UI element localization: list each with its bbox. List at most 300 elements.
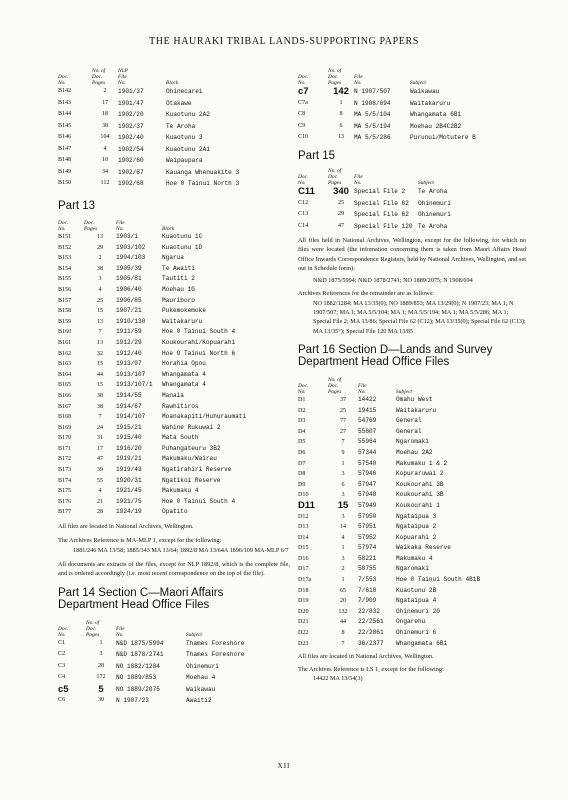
cell-doc-no: B145 <box>58 122 72 129</box>
page-folio: XII <box>277 762 291 770</box>
cell-doc-no: B142 <box>58 88 72 94</box>
table-part13 <box>58 216 270 518</box>
cell-doc-no: B177 <box>58 509 72 516</box>
cell-file-no: 1914/55 <box>116 391 142 399</box>
para-files-held-list: N&D 1875/5994; N&D 1878/2741; NO 1889/2075; N 1908/694 <box>313 277 473 285</box>
cell-file-no: 1904/103 <box>116 254 146 262</box>
cell-doc-no: B147 <box>58 145 72 152</box>
cell-file-no: 57974 <box>358 544 377 552</box>
col-file: File No. <box>354 174 363 186</box>
cell-subject: Ngatirahiri Reserve <box>162 466 232 474</box>
cell-pages: 44 <box>96 371 104 378</box>
cell-subject: Waitakaruru <box>162 317 203 325</box>
cell-subject: Opatito <box>162 508 188 516</box>
table-row <box>298 501 518 512</box>
cell-doc-no: D19 <box>298 598 309 605</box>
cell-pages: 3 <box>99 651 103 658</box>
col-doc-no: Doc. No. <box>58 625 69 638</box>
cell-subject: Pukemokemoke <box>162 307 206 315</box>
cell-file-no: 19415 <box>358 406 377 414</box>
cell-pages: 172 <box>96 674 106 681</box>
cell-pages: 38 <box>96 392 104 399</box>
table-row <box>298 607 518 618</box>
cell-pages: 17 <box>96 445 104 452</box>
cell-subject: Waipaupara <box>166 157 203 164</box>
table-row <box>58 391 270 402</box>
table-row <box>58 144 270 156</box>
table-row <box>58 465 270 476</box>
cell-pages: 77 <box>339 418 347 425</box>
table-row <box>58 132 270 144</box>
cell-doc-no: c7 <box>298 86 309 97</box>
cell-doc-no: C8 <box>298 111 306 117</box>
cell-pages: 17 <box>101 99 109 106</box>
cell-pages: 18 <box>101 111 109 117</box>
cell-subject: Kuaotunu 2B <box>396 586 437 594</box>
cell-doc-no: B149 <box>58 168 72 175</box>
cell-file-no: 1905/81 <box>116 275 142 283</box>
table-row <box>298 98 518 110</box>
cell-file-no: 57950 <box>358 512 377 520</box>
cell-doc-no: C10 <box>298 134 309 140</box>
para-d-located: All files are located in National Archives, Wellington. <box>298 653 434 661</box>
cell-file-no: 1911/59 <box>116 328 142 336</box>
cell-pages: 6 <box>341 481 345 488</box>
cell-subject: Kuaotunu 1C <box>162 233 203 240</box>
cell-pages: 4 <box>98 488 102 495</box>
table-row <box>58 380 270 391</box>
table-row <box>58 121 270 133</box>
cell-pages: 25 <box>337 199 345 206</box>
table-row <box>298 132 518 144</box>
cell-subject: Makumaku 4 <box>396 554 433 562</box>
cell-doc-no: C3 <box>58 662 66 669</box>
table-row <box>58 317 270 328</box>
cell-subject: Waitakaruru <box>396 406 437 414</box>
cell-file-no: 58221 <box>358 554 377 562</box>
cell-doc-no: D14 <box>298 534 309 541</box>
cell-pages: 13 <box>337 134 345 140</box>
cell-file-no: 1912/29 <box>116 338 142 346</box>
table-row <box>298 198 518 210</box>
col-subject: Subject <box>418 180 434 186</box>
cell-subject: Makumaku/Wairau <box>162 455 217 463</box>
cell-file-no: 1901/47 <box>118 99 144 107</box>
cell-doc-no: D18 <box>298 587 309 594</box>
cell-subject: Kuaotunu 2A1 <box>166 145 210 153</box>
cell-pages: 1 <box>341 577 345 584</box>
cell-pages: 55 <box>96 477 104 484</box>
table-row <box>298 596 518 607</box>
cell-doc-no: B155 <box>58 276 72 283</box>
cell-file-no: 1902/67 <box>118 168 144 176</box>
cell-pages: 32 <box>96 350 104 357</box>
cell-subject: Hoe 0 Tainui South 4B1B <box>396 576 481 584</box>
table-row <box>298 639 518 650</box>
cell-subject: General <box>396 417 422 425</box>
left-column <box>58 64 290 707</box>
cell-file-no: NO 1889/2075 <box>116 685 160 693</box>
cell-file-no: 1902/54 <box>118 145 144 153</box>
cell-pages: 6 <box>339 122 343 129</box>
cell-subject: Thames Foreshore <box>186 651 245 659</box>
cell-subject: Ohinemuri 20 <box>396 607 440 615</box>
col-file: File No. <box>358 382 367 395</box>
col-pages: No. of Doc. Pages <box>328 376 342 395</box>
cell-file-no: N 1908/694 <box>354 99 391 107</box>
table-row <box>58 661 280 673</box>
cell-file-no: 1903/102 <box>116 243 146 251</box>
cell-file-no: 57540 <box>358 459 377 467</box>
cell-doc-no: B176 <box>58 498 72 505</box>
cell-doc-no: B169 <box>58 424 72 431</box>
table-row <box>298 209 518 221</box>
cell-pages: 3 <box>341 555 345 562</box>
table-row <box>298 459 518 470</box>
cell-doc-no: D21 <box>298 619 309 626</box>
cell-file-no: 1915/21 <box>116 423 142 431</box>
cell-doc-no: D11 <box>298 499 315 511</box>
table-part12-tail <box>58 64 270 190</box>
para-archives-remainder: Archives References for the remainder are as follows: <box>298 290 434 298</box>
cell-doc-no: B157 <box>58 297 72 304</box>
cell-pages: 38 <box>96 403 104 410</box>
table-row <box>58 86 270 98</box>
cell-file-no: 1902/37 <box>118 122 144 130</box>
cell-doc-no: B174 <box>58 477 72 484</box>
table-row <box>298 221 518 233</box>
table-row <box>58 476 270 487</box>
cell-subject: Thames Foreshore <box>186 639 245 647</box>
right-column <box>298 64 526 683</box>
cell-subject: Kuaotunu 3 <box>166 134 203 141</box>
cell-subject: Makumaku 1 & 2 <box>396 459 448 467</box>
cell-doc-no: B162 <box>58 350 72 357</box>
cell-doc-no: B172 <box>58 456 72 463</box>
cell-subject: Koukourahi 3B <box>396 480 444 488</box>
cell-subject: Waikawau <box>186 685 216 693</box>
table-row <box>298 543 518 554</box>
part13-heading: Part 13 <box>58 199 96 212</box>
cell-subject: Moehau 4 <box>186 674 216 682</box>
table-row <box>298 416 518 427</box>
table-row <box>58 243 270 254</box>
cell-subject: Ngatikoi Reserve <box>162 476 221 484</box>
cell-pages: 37 <box>339 396 347 403</box>
cell-file-no: 36/2377 <box>358 639 384 647</box>
table-row <box>298 512 518 523</box>
table-row <box>58 433 270 444</box>
cell-doc-no: D17a <box>298 577 312 584</box>
cell-file-no: NO 1889/853 <box>116 674 157 682</box>
cell-pages: 44 <box>339 619 347 626</box>
table-row <box>298 427 518 438</box>
table-row <box>298 522 518 533</box>
cell-file-no: 7/909 <box>358 597 377 605</box>
cell-pages: 1 <box>99 639 103 646</box>
table-row <box>58 338 270 349</box>
table-row <box>58 507 270 518</box>
cell-doc-no: C7a <box>298 99 308 106</box>
cell-pages: 27 <box>339 428 347 435</box>
cell-subject: Te Awaiti <box>162 264 195 272</box>
cell-subject: Moehau 2B4C2B2 <box>410 122 462 130</box>
cell-pages: 15 <box>96 361 104 368</box>
cell-pages: 132 <box>338 608 348 615</box>
cell-pages: 28 <box>97 662 105 669</box>
cell-pages: 30 <box>97 697 105 704</box>
cell-pages: 47 <box>337 222 345 229</box>
cell-pages: 65 <box>339 587 347 594</box>
cell-doc-no: D8 <box>298 471 306 478</box>
part16-heading: Part 16 Section D—Lands and Survey Department Head Office Files <box>298 343 493 369</box>
cell-file-no: 22/832 <box>358 607 380 615</box>
para-archives-list: 1881/246 MA 13/58; 1885/343 MA 13/64; 1892/8 MA 13/64A 1896/109 MA-MLP 6/7 <box>73 546 289 554</box>
para-d-archives: The Archives Reference is LS 1, except for the following: <box>298 665 444 673</box>
cell-subject: Ngaromaki <box>396 438 429 446</box>
cell-doc-no: C9 <box>298 122 306 129</box>
cell-doc-no: D6 <box>298 449 306 456</box>
cell-pages: 104 <box>100 134 110 140</box>
col-file: File No. <box>116 220 125 232</box>
cell-file-no: 1905/39 <box>116 264 142 272</box>
para-d-archives-list: 14422 MA 13/54(3) <box>313 674 363 682</box>
table-row <box>298 490 518 501</box>
cell-pages: 38 <box>96 265 104 272</box>
cell-subject: Koukourahi 3B <box>396 491 444 499</box>
cell-pages: 3 <box>98 276 102 283</box>
cell-doc-no: D15 <box>298 545 309 552</box>
cell-doc-no: c5 <box>58 683 69 695</box>
cell-pages: 2 <box>103 88 107 94</box>
cell-subject: Kopuarahi 2 <box>396 533 437 541</box>
col-subject: Subject <box>410 80 426 86</box>
cell-subject: Otakawe <box>166 99 192 107</box>
running-header: THE HAURAKI TRIBAL LANDS-SUPPORTING PAPERS <box>149 36 419 47</box>
cell-pages: 34 <box>101 168 109 175</box>
cell-pages: 1 <box>341 545 345 552</box>
cell-doc-no: B152 <box>58 244 72 251</box>
cell-file-no: 1906/85 <box>116 296 142 304</box>
table-row <box>58 285 270 296</box>
table-row <box>58 695 280 707</box>
table-row <box>58 402 270 413</box>
cell-subject: Ohinemuri 6 <box>396 629 437 637</box>
cell-subject: Ongarehu <box>396 618 426 626</box>
para-archives-ref: The Archives Reference is MA-MLP 1, except for the following: <box>58 537 222 545</box>
cell-file-no: 1907/21 <box>116 307 142 315</box>
cell-pages: 13 <box>96 318 104 325</box>
cell-subject: Koukourahi/Kopuarahi <box>162 338 236 346</box>
cell-pages: 1 <box>339 99 343 106</box>
cell-doc-no: D12 <box>298 513 309 520</box>
cell-file-no: 1902/40 <box>118 134 144 141</box>
col-block: Block <box>166 80 179 86</box>
part15-heading: Part 15 <box>298 149 336 162</box>
cell-file-no: 55964 <box>358 438 377 446</box>
cell-subject: General <box>396 427 422 435</box>
cell-pages: 2 <box>341 566 345 573</box>
col-file: File No. <box>116 625 125 638</box>
cell-file-no: 1901/37 <box>118 88 144 95</box>
cell-file-no: 1913/97 <box>116 360 142 368</box>
cell-pages: 29 <box>96 244 104 251</box>
cell-doc-no: B165 <box>58 382 72 389</box>
para-extracts: All documents are extracts of the files, except for NLP 1892/8, which is the complete file, and is ordered accordingly (i.e. most recent correspondence on the top of the file). <box>58 560 290 578</box>
cell-subject: Ngataipua 2 <box>396 523 437 531</box>
cell-file-no: 57946 <box>358 470 377 478</box>
cell-doc-no: B158 <box>58 308 72 315</box>
cell-subject: Hoe 0 Tainui South 4 <box>162 328 236 336</box>
cell-subject: Ngarua <box>162 254 184 262</box>
cell-pages: 29 <box>337 211 345 217</box>
cell-doc-no: D3 <box>298 418 306 425</box>
cell-subject: Hoe 0 Tainui South 4 <box>162 497 236 505</box>
table-part15 <box>298 164 518 232</box>
col-doc-no: Doc. No. <box>298 382 309 395</box>
cell-file-no: N 1907/23 <box>116 697 149 705</box>
cell-subject: Tautiti 2 <box>162 275 195 283</box>
table-row <box>298 575 518 586</box>
cell-pages: 3 <box>341 492 345 499</box>
table-row <box>298 617 518 628</box>
table-row <box>58 232 270 243</box>
cell-pages: 24 <box>96 424 104 431</box>
cell-subject: Hoe O Tainui North 6 <box>162 349 236 357</box>
table-row <box>298 437 518 448</box>
cell-subject: Whangamata 6B1 <box>396 639 448 647</box>
col-doc-no: Doc. No. <box>298 74 309 86</box>
col-pages: Doc. Pages <box>84 220 98 232</box>
table-row <box>58 178 270 190</box>
table-row <box>58 167 270 179</box>
cell-file-no: 54769 <box>358 417 377 425</box>
cell-subject: Mata South <box>162 434 199 442</box>
table-row <box>58 684 280 696</box>
cell-subject: Kauanga Whenuakite 3 <box>166 168 240 176</box>
table-row <box>298 186 518 198</box>
table-row <box>298 554 518 565</box>
cell-subject: Kuaotunu 1D <box>162 243 203 251</box>
cell-pages: 13 <box>96 234 104 240</box>
cell-doc-no: D13 <box>298 524 309 531</box>
cell-pages: 7 <box>341 640 345 647</box>
table-section-c-cont <box>298 64 518 144</box>
cell-file-no: 1913/107 <box>116 370 146 378</box>
table-row <box>58 454 270 465</box>
cell-subject: Horahia Opou <box>162 360 206 368</box>
cell-doc-no: C11 <box>298 186 315 197</box>
cell-pages: 8 <box>341 630 345 637</box>
cell-doc-no: B159 <box>58 318 72 325</box>
table-row <box>58 412 270 423</box>
para-files-located: All files are located in National Archives, Wellington. <box>58 523 194 531</box>
cell-file-no: 57949 <box>358 501 377 509</box>
cell-pages: 10 <box>101 157 109 163</box>
cell-doc-no: D20 <box>298 608 309 615</box>
cell-subject: Waikaka Reserve <box>396 544 451 552</box>
table-row <box>58 486 270 497</box>
table-row <box>58 274 270 285</box>
cell-file-no: 1919/43 <box>116 466 142 474</box>
cell-subject: Te Aroha <box>418 188 448 195</box>
cell-subject: Ohinecarei <box>166 88 203 95</box>
table-row <box>58 109 270 121</box>
cell-pages: 28 <box>96 509 104 516</box>
cell-doc-no: B164 <box>58 371 72 378</box>
cell-file-no: 1915/40 <box>116 434 142 442</box>
cell-file-no: 1902/20 <box>118 111 144 118</box>
cell-doc-no: B163 <box>58 361 72 368</box>
cell-doc-no: D7 <box>298 460 306 467</box>
cell-doc-no: D10 <box>298 492 309 499</box>
table-row <box>58 306 270 317</box>
cell-pages: 2 <box>98 255 102 262</box>
col-pages: No. of Doc. Pages <box>328 68 342 86</box>
cell-subject: Ohinemuri <box>186 662 219 670</box>
col-nlp-file: NLP File No. <box>118 68 128 86</box>
table-row <box>298 480 518 491</box>
col-subject: Subject <box>396 388 412 395</box>
cell-pages: 1 <box>341 460 345 467</box>
cell-file-no: 57952 <box>358 533 377 541</box>
cell-subject: Rawhitiros <box>162 402 199 410</box>
cell-doc-no: D5 <box>298 439 306 446</box>
cell-file-no: 57344 <box>358 448 377 456</box>
table-section-c <box>58 616 280 707</box>
col-doc-no: Doc. No. <box>298 174 309 186</box>
cell-doc-no: D16 <box>298 555 309 562</box>
table-row <box>58 327 270 338</box>
cell-doc-no: B160 <box>58 329 72 336</box>
cell-pages: 4 <box>98 286 102 293</box>
cell-doc-no: B166 <box>58 392 72 399</box>
cell-doc-no: C2 <box>58 651 66 658</box>
cell-doc-no: D23 <box>298 640 309 647</box>
cell-doc-no: C6 <box>58 697 66 704</box>
cell-file-no: 1914/67 <box>116 402 142 410</box>
cell-doc-no: B146 <box>58 134 72 140</box>
cell-file-no: 57951 <box>358 523 377 531</box>
cell-subject: Moanakapiti/Huhuraumati <box>162 413 247 421</box>
table-row <box>58 370 270 381</box>
cell-doc-no: C1 <box>58 639 66 646</box>
table-row <box>58 497 270 508</box>
cell-subject: Wahine Rukuwai 2 <box>162 423 221 431</box>
cell-doc-no: B175 <box>58 488 72 495</box>
cell-pages: 9 <box>341 449 345 456</box>
cell-pages: 4 <box>103 145 107 152</box>
cell-doc-no: B150 <box>58 180 72 186</box>
cell-doc-no: B154 <box>58 265 72 272</box>
table-row <box>298 628 518 639</box>
table-row <box>58 253 270 264</box>
col-file: File No. <box>354 74 363 86</box>
cell-doc-no: B151 <box>58 234 72 240</box>
cell-file-no: 55607 <box>358 427 377 435</box>
cell-doc-no: B153 <box>58 255 72 262</box>
cell-file-no: 57947 <box>358 480 377 488</box>
cell-doc-no: D4 <box>298 428 306 435</box>
table-row <box>58 649 280 661</box>
cell-file-no: 1916/20 <box>116 444 142 452</box>
table-row <box>58 423 270 434</box>
cell-doc-no: B167 <box>58 403 72 410</box>
cell-pages: 3 <box>341 471 345 478</box>
cell-file-no: N 1907/507 <box>354 88 391 95</box>
cell-pages: 8 <box>339 111 343 117</box>
cell-doc-no: B144 <box>58 111 72 117</box>
